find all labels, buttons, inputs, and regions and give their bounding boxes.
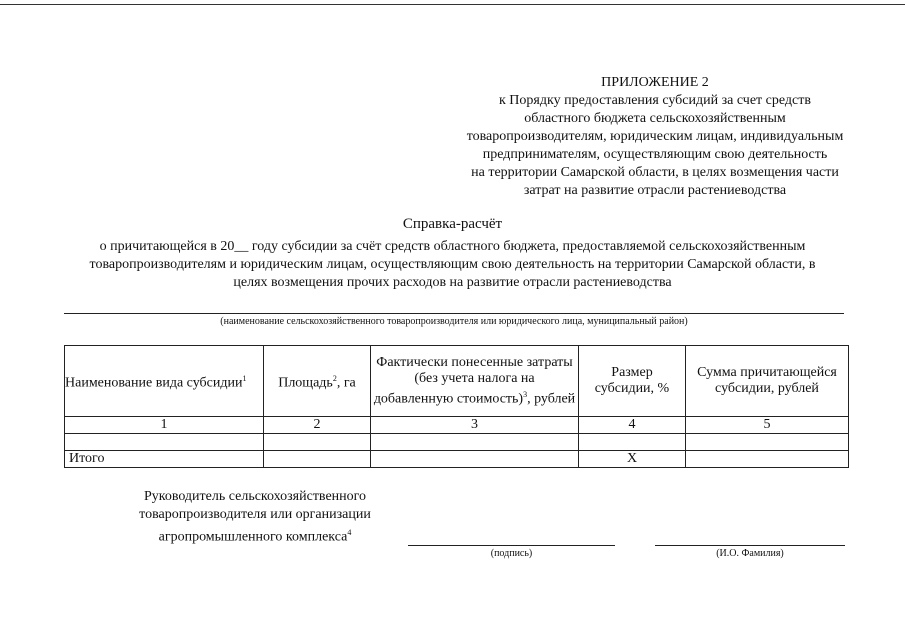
- header-subsidy-rate: Размер субсидии, %: [579, 346, 686, 417]
- table-row-total: [65, 451, 849, 468]
- calculation-table: [64, 345, 849, 468]
- document-description: [55, 238, 850, 292]
- top-border-line: [0, 4, 905, 5]
- description-line: о причитающейся в 20__ году субсидии за счёт средств областного бюджета, предоставляемой сельскохозяйственным: [99, 239, 806, 254]
- description-line: целях возмещения прочих расходов на развитие отрасли растениеводства: [233, 275, 672, 290]
- signature-caption: (подпись): [490, 548, 533, 559]
- signer-line: Руководитель сельскохозяйственного: [143, 489, 367, 504]
- appendix-line: затрат на развитие отрасли растениеводства: [523, 183, 787, 198]
- total-rate-cell: Х: [579, 451, 686, 468]
- producer-name-field[interactable]: [64, 313, 844, 314]
- table-row-empty: [65, 434, 849, 451]
- table-cell[interactable]: [65, 434, 264, 451]
- signer-block: [115, 488, 395, 547]
- table-cell[interactable]: [686, 451, 849, 468]
- column-number: 2: [264, 417, 371, 434]
- table-header-row: [65, 346, 849, 417]
- table-row-numbers: [65, 417, 849, 434]
- table-cell[interactable]: [264, 451, 371, 468]
- full-name-caption: (И.О. Фамилия): [716, 548, 784, 559]
- appendix-header: [420, 74, 890, 200]
- table-cell[interactable]: [264, 434, 371, 451]
- header-area: Площадь$^2$, га: [264, 346, 371, 417]
- signature-field[interactable]: [408, 545, 615, 546]
- table-cell[interactable]: [579, 434, 686, 451]
- appendix-line: областного бюджета сельскохозяйственным: [524, 111, 786, 126]
- appendix-title: ПРИЛОЖЕНИЕ 2: [601, 75, 709, 90]
- total-label: Итого: [65, 451, 264, 468]
- full-name-field[interactable]: [655, 545, 845, 546]
- table-cell[interactable]: [371, 451, 579, 468]
- document-title: Справка-расчёт: [402, 216, 503, 232]
- column-number: 3: [371, 417, 579, 434]
- column-number: 1: [65, 417, 264, 434]
- table-cell[interactable]: [686, 434, 849, 451]
- description-line: товаропроизводителям и юридическим лицам, осуществляющим свою деятельность на территории Самарской области, в: [89, 257, 816, 272]
- signer-line: агропромышленного комплекса$^4$: [158, 528, 352, 545]
- signer-line: товаропроизводителя или организации: [139, 507, 371, 522]
- table-cell[interactable]: [371, 434, 579, 451]
- column-number: 5: [686, 417, 849, 434]
- producer-name-caption: (наименование сельскохозяйственного товаропроизводителя или юридического лица, муниципальный район): [220, 316, 688, 327]
- header-subsidy-amount: Сумма причитающейся субсидии, рублей: [686, 346, 849, 417]
- appendix-line: к Порядку предоставления субсидий за счет средств: [499, 93, 811, 108]
- header-actual-costs: Фактически понесенные затраты (без учета налога на добавленную стоимость)$^3$, рублей: [371, 346, 579, 417]
- column-number: 4: [579, 417, 686, 434]
- appendix-line: предпринимателям, осуществляющим свою деятельность: [482, 147, 828, 162]
- appendix-line: на территории Самарской области, в целях возмещения части: [471, 165, 839, 180]
- appendix-line: товаропроизводителям, юридическим лицам, индивидуальным: [466, 129, 844, 144]
- header-subsidy-type: Наименование вида субсидии$^1$: [65, 346, 264, 417]
